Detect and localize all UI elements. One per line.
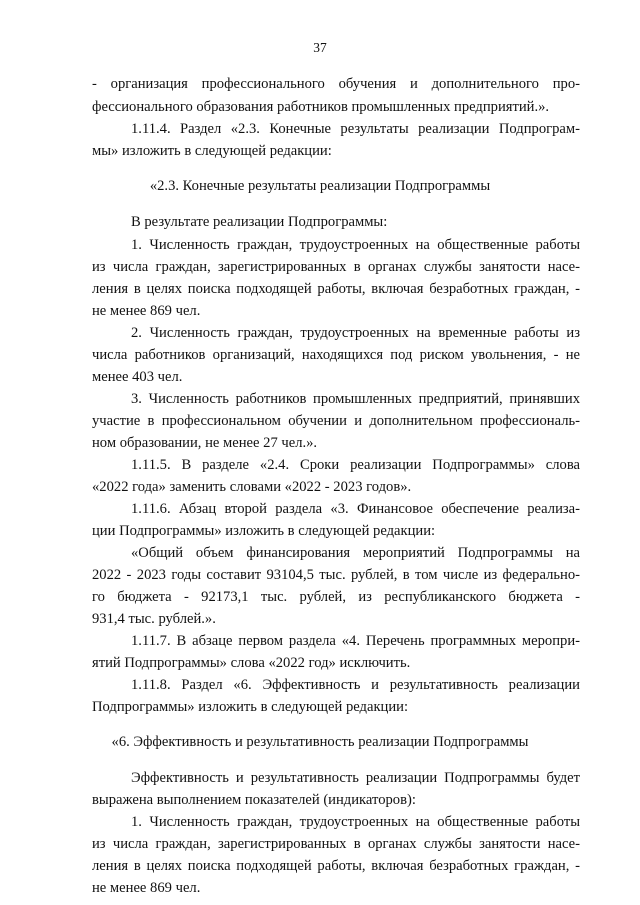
text-line: 1.11.8. Раздел «6. Эффективность и результативность реализации (131, 677, 580, 693)
text-line: не менее 869 чел. (92, 303, 201, 319)
text-line: числа работников организаций, находящихся под риском увольнения, - не (92, 347, 580, 363)
text-line: 1.11.4. Раздел «2.3. Конечные результаты реализации Подпрограм- (131, 121, 580, 137)
text-line: «Общий объем финансирования мероприятий Подпрограммы на (131, 545, 580, 561)
text-line: из числа граждан, зарегистрированных в органах службы занятости насе- (92, 836, 580, 852)
text-line: 1.11.7. В абзаце первом раздела «4. Перечень программных меропри- (131, 633, 580, 649)
text-line: фессионального образования работников промышленных предприятий.». (92, 99, 550, 115)
text-line: Эффективность и результативность реализации Подпрограммы будет (131, 770, 580, 786)
section-heading: «2.3. Конечные результаты реализации Подпрограммы (149, 178, 491, 194)
text-line: мы» изложить в следующей редакции: (92, 143, 332, 159)
text-line: 931,4 тыс. рублей.». (92, 611, 216, 627)
text-line: го бюджета - 92173,1 тыс. рублей, из республиканского бюджета - (92, 589, 580, 605)
text-line: ления в целях поиска подходящей работы, включая безработных граждан, - (92, 858, 580, 874)
text-line: В результате реализации Подпрограммы: (131, 214, 388, 230)
section-heading: «6. Эффективность и результативность реализации Подпрограммы (111, 734, 529, 750)
text-line: 1.11.6. Абзац второй раздела «3. Финансовое обеспечение реализа- (131, 501, 580, 517)
text-line: 2. Численность граждан, трудоустроенных на временные работы из (131, 325, 580, 341)
text-line: 2022 - 2023 годы составит 93104,5 тыс. рублей, в том числе из федерально- (92, 567, 580, 583)
text-line: не менее 869 чел. (92, 880, 201, 896)
text-line: «2022 года» заменить словами «2022 - 2023 годов». (92, 479, 412, 495)
text-line: 1. Численность граждан, трудоустроенных на общественные работы (131, 237, 580, 253)
text-line: менее 403 чел. (92, 369, 183, 385)
text-line: ции Подпрограммы» изложить в следующей редакции: (92, 523, 436, 539)
text-line: выражена выполнением показателей (индикаторов): (92, 792, 416, 808)
text-line: ления в целях поиска подходящей работы, включая безработных граждан, - (92, 281, 580, 297)
text-line: 1. Численность граждан, трудоустроенных на общественные работы (131, 814, 580, 830)
text-line: ном образовании, не менее 27 чел.». (92, 435, 318, 451)
text-line: Подпрограммы» изложить в следующей редакции: (92, 699, 409, 715)
text-line: участие в профессиональном обучении и дополнительном профессиональ- (92, 413, 580, 429)
text-line: 1.11.5. В разделе «2.4. Сроки реализации Подпрограммы» слова (131, 457, 580, 473)
text-line: 3. Численность работников промышленных предприятий, принявших (131, 391, 580, 407)
text-line: из числа граждан, зарегистрированных в органах службы занятости насе- (92, 259, 580, 275)
page-number: 37 (313, 40, 327, 55)
text-line: ятий Подпрограммы» слова «2022 год» исключить. (92, 655, 411, 671)
text-line: - организация профессионального обучения и дополнительного про- (92, 76, 580, 92)
